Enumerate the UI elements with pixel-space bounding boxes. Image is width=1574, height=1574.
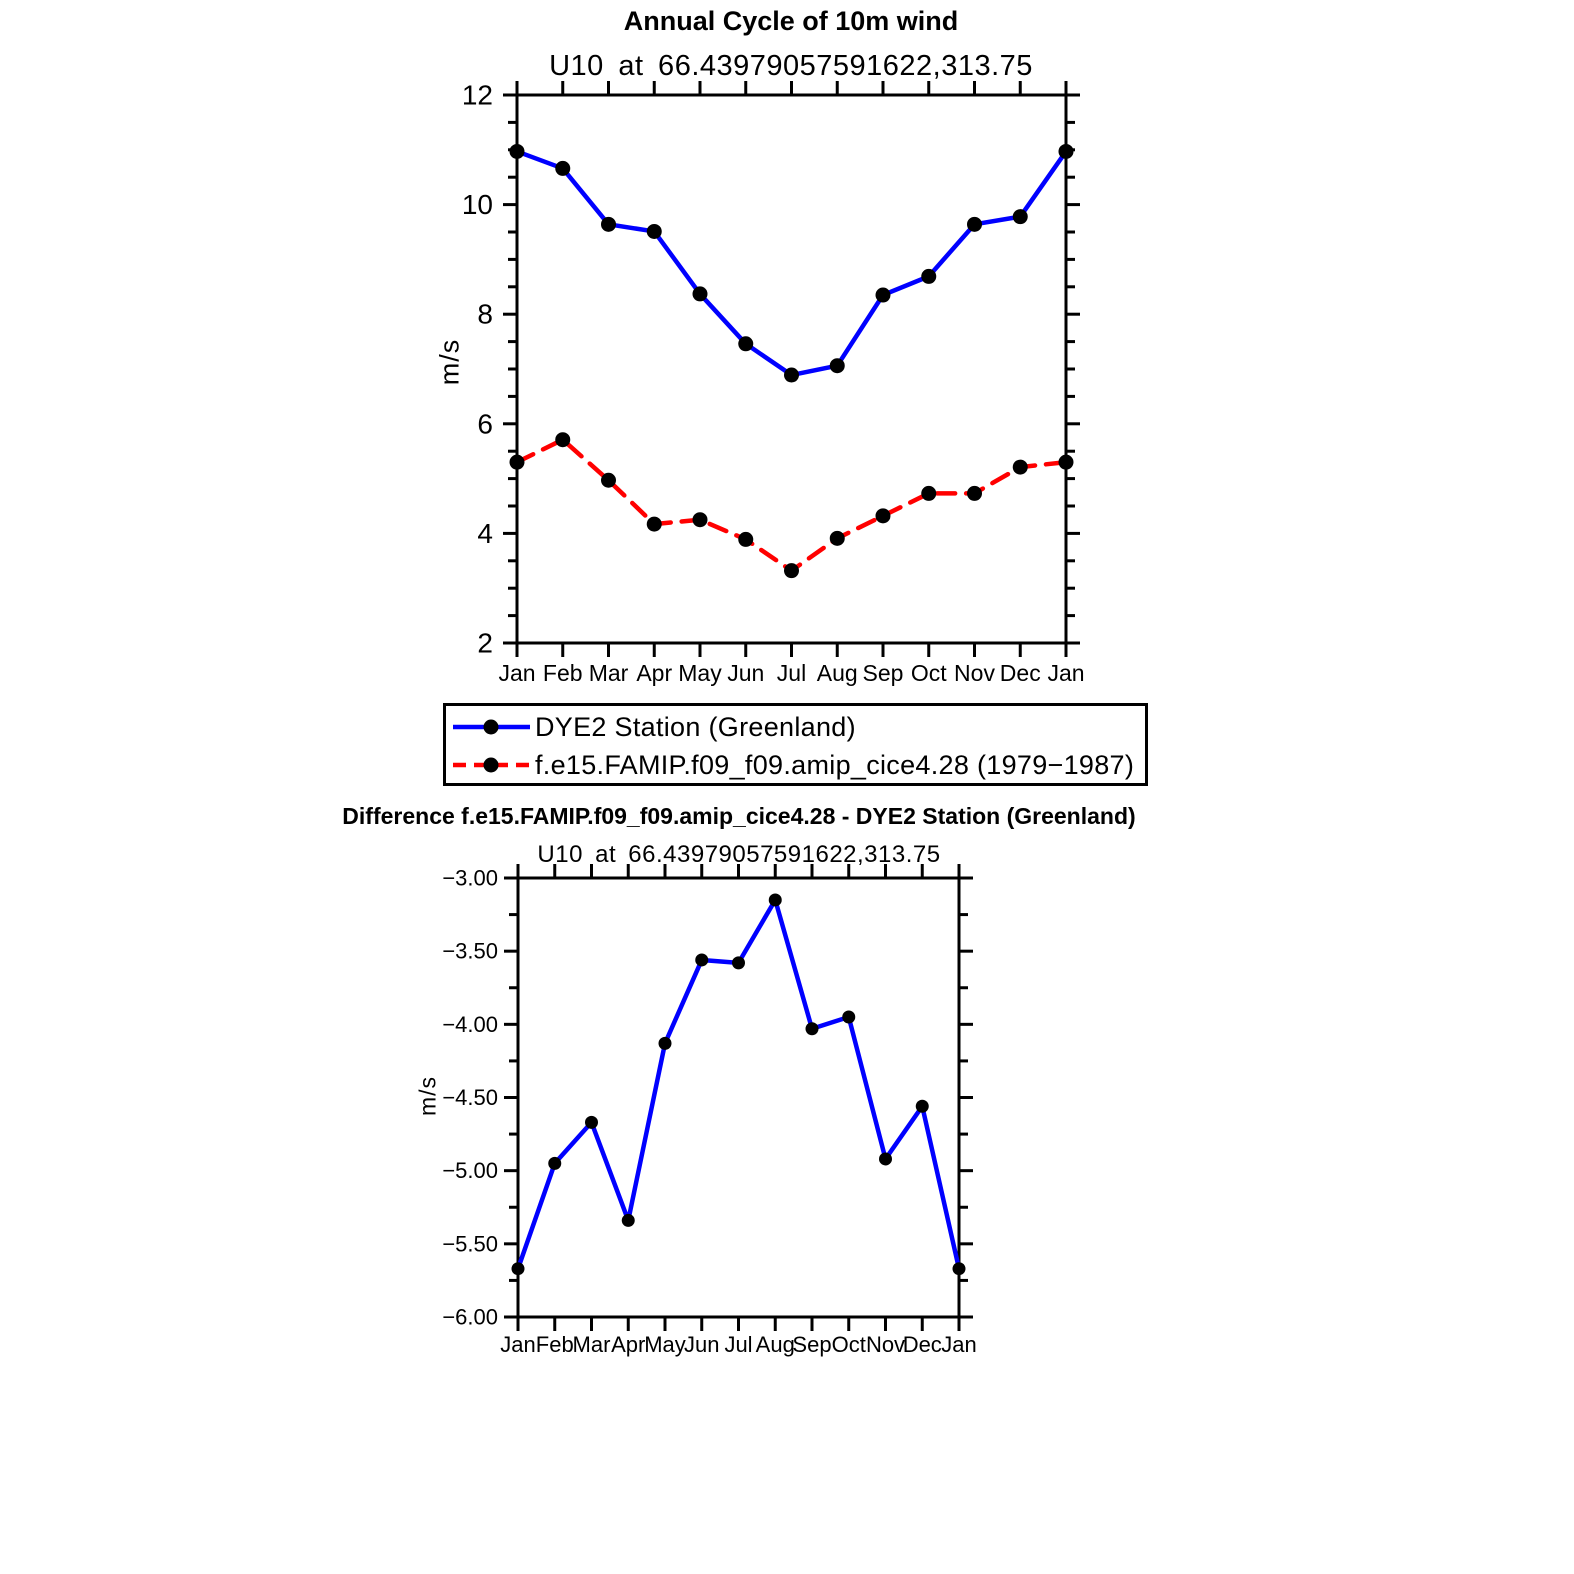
- data-point-marker: [830, 531, 845, 546]
- top-chart-series-line-1: [517, 440, 1066, 571]
- x-tick-label: Oct: [831, 1332, 866, 1357]
- y-tick-label: −6.00: [442, 1304, 498, 1330]
- x-tick-label: Apr: [636, 659, 673, 686]
- data-point-marker: [732, 956, 745, 969]
- x-tick-label: Aug: [755, 1332, 795, 1357]
- data-point-marker: [842, 1011, 855, 1024]
- x-tick-label: Nov: [954, 659, 995, 686]
- data-point-marker: [921, 486, 936, 501]
- x-tick-label: Feb: [542, 659, 583, 686]
- top-chart-subtitle: U10 at 66.43979057591622,313.75: [549, 50, 1033, 82]
- data-point-marker: [876, 288, 891, 303]
- y-tick-label: −3.50: [442, 938, 498, 964]
- difference-chart-title: Difference f.e15.FAMIP.f09_f09.amip_cice4.28 - DYE2 Station (Greenland): [342, 803, 1136, 829]
- x-tick-label: Sep: [862, 659, 904, 686]
- legend-label: DYE2 Station (Greenland): [535, 711, 856, 742]
- difference-chart-plot: [442, 864, 976, 1357]
- data-point-marker: [1059, 144, 1074, 159]
- data-point-marker: [1013, 460, 1028, 475]
- difference-chart-series-line-0: [518, 900, 959, 1269]
- data-point-marker: [510, 455, 525, 470]
- data-point-marker: [830, 358, 845, 373]
- data-point-marker: [916, 1100, 929, 1113]
- x-tick-label: Mar: [572, 1332, 611, 1357]
- y-tick-label: −5.00: [442, 1158, 498, 1184]
- legend-dashed-line-sample: [450, 753, 534, 777]
- data-point-marker: [1013, 209, 1028, 224]
- x-tick-label: Oct: [910, 659, 947, 686]
- data-point-marker: [659, 1037, 672, 1050]
- y-tick-label: 12: [461, 79, 493, 111]
- data-point-marker: [784, 368, 799, 383]
- top-chart-ylabel: m/s: [434, 338, 465, 386]
- legend-item-1: [450, 746, 1145, 784]
- x-tick-label: Jul: [776, 659, 807, 686]
- data-point-marker: [876, 508, 891, 523]
- difference-chart-subtitle: U10 at 66.43979057591622,313.75: [537, 841, 941, 868]
- x-tick-label: Sep: [792, 1332, 832, 1357]
- data-point-marker: [647, 517, 662, 532]
- data-point-marker: [510, 144, 525, 159]
- top-chart-plot: [462, 80, 1085, 686]
- x-tick-label: May: [644, 1332, 686, 1357]
- x-tick-label: Jan: [941, 1332, 977, 1357]
- data-point-marker: [921, 269, 936, 284]
- data-point-marker: [738, 532, 753, 547]
- y-tick-label: −4.50: [442, 1085, 498, 1110]
- data-point-marker: [601, 473, 616, 488]
- legend-box: [443, 703, 1148, 786]
- data-point-marker: [548, 1157, 561, 1170]
- top-chart-title: Annual Cycle of 10m wind: [623, 6, 959, 36]
- legend-marker-dot: [484, 758, 499, 773]
- y-tick-label: −3.00: [442, 865, 498, 891]
- x-tick-label: Nov: [865, 1332, 906, 1357]
- x-tick-label: Dec: [902, 1332, 942, 1357]
- y-tick-label: 6: [477, 408, 493, 440]
- top-chart-series-line-0: [517, 151, 1066, 375]
- data-point-marker: [953, 1262, 966, 1275]
- x-tick-label: Aug: [816, 659, 858, 686]
- x-tick-label: Apr: [611, 1332, 646, 1357]
- x-tick-label: Dec: [999, 659, 1041, 686]
- data-point-marker: [1059, 455, 1074, 470]
- data-point-marker: [693, 512, 708, 527]
- data-point-marker: [769, 893, 782, 906]
- x-tick-label: Jan: [500, 1332, 536, 1357]
- data-point-marker: [879, 1152, 892, 1165]
- data-point-marker: [647, 224, 662, 239]
- x-tick-label: Jan: [498, 659, 536, 686]
- legend-label: f.e15.FAMIP.f09_f09.amip_cice4.28 (1979−1987): [535, 749, 1135, 780]
- x-tick-label: Mar: [588, 659, 629, 686]
- y-tick-label: 8: [477, 298, 493, 330]
- data-point-marker: [693, 286, 708, 301]
- x-tick-label: May: [678, 659, 722, 686]
- x-tick-label: Jun: [684, 1332, 720, 1357]
- data-point-marker: [738, 336, 753, 351]
- data-point-marker: [695, 953, 708, 966]
- difference-chart-ylabel: m/s: [414, 1075, 441, 1117]
- data-point-marker: [784, 563, 799, 578]
- y-tick-label: −5.50: [442, 1231, 498, 1257]
- legend-marker-dot: [484, 720, 499, 735]
- y-tick-label: −4.00: [442, 1011, 498, 1037]
- x-tick-label: Jul: [724, 1332, 753, 1357]
- data-point-marker: [512, 1262, 525, 1275]
- y-tick-label: 2: [477, 627, 493, 659]
- data-point-marker: [555, 161, 570, 176]
- data-point-marker: [601, 217, 616, 232]
- legend-solid-line-sample: [450, 715, 534, 739]
- data-point-marker: [622, 1214, 635, 1227]
- y-tick-label: 4: [477, 517, 493, 549]
- data-point-marker: [806, 1022, 819, 1035]
- x-tick-label: Jun: [727, 659, 765, 686]
- data-point-marker: [585, 1116, 598, 1129]
- data-point-marker: [967, 217, 982, 232]
- legend-item-0: [450, 708, 1145, 746]
- x-tick-label: Feb: [535, 1332, 574, 1357]
- x-tick-label: Jan: [1047, 659, 1085, 686]
- difference-chart-axes-box: [518, 878, 959, 1317]
- data-point-marker: [967, 486, 982, 501]
- y-tick-label: 10: [461, 189, 493, 221]
- data-point-marker: [555, 432, 570, 447]
